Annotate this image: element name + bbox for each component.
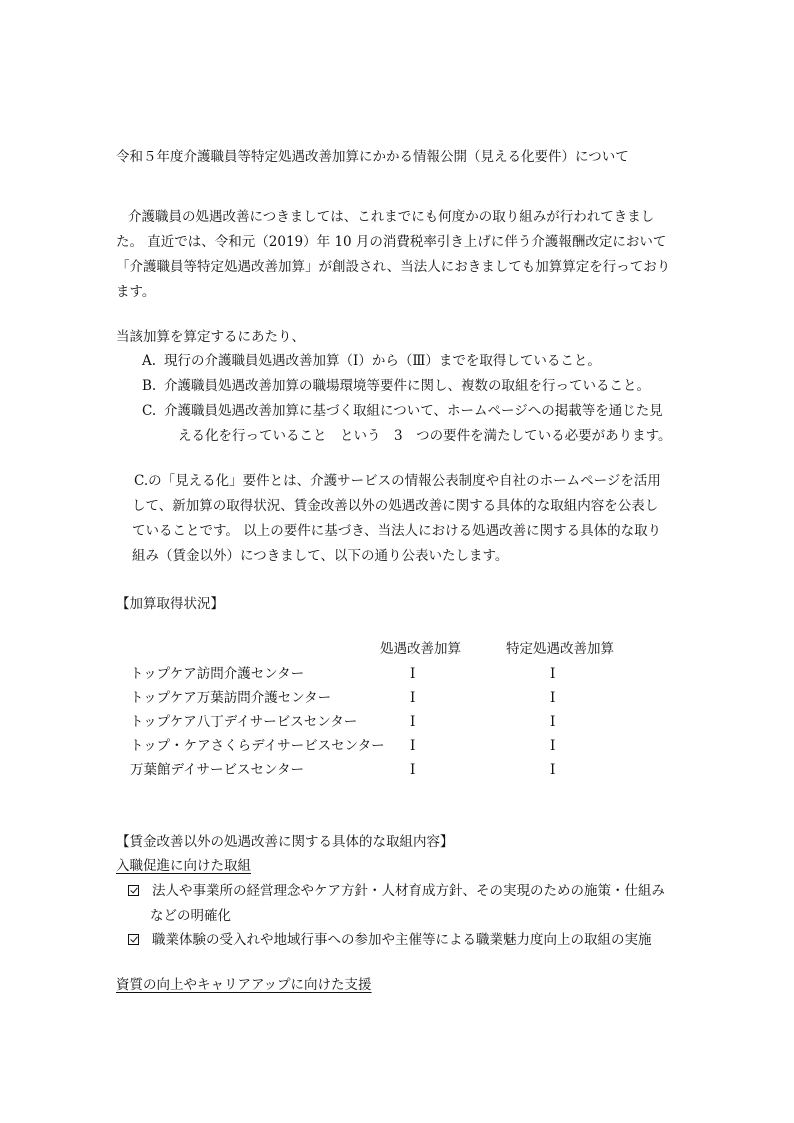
checkbox-checked-icon [128,885,139,896]
intro-line: 「介護職員等特定処遇改善加算」が創設され、当法人におきましても加算算定を行っており [116,259,671,275]
requirement-text: える化を行っていること という 3 つの要件を満たしている必要があります。 [178,428,672,444]
visibility-line: して、新加算の取得状況、賃金改善以外の処遇改善に関する具体的な取組内容を公表し [132,498,659,514]
table-cell: Ⅰ [550,690,556,706]
initiatives-heading: 【賃金改善以外の処遇改善に関する具体的な取組内容】 [116,834,454,850]
requirement-text: 現行の介護職員処遇改善加算（Ⅰ）から（Ⅲ）までを取得していること。 [164,353,601,369]
table-cell: Ⅰ [410,714,416,730]
visibility-line: C.の「見える化」要件とは、介護サービスの情報公表制度や自社のホームページを活用 [134,473,661,489]
requirements-lead: 当該加算を算定するにあたり、 [116,329,305,345]
visibility-line: ていることです。 以上の要件に基づき、当法人における処遇改善に関する具体的な取り [132,523,662,539]
checklist-text: 職業体験の受入れや地域行事への参加や主催等による職業魅力度向上の取組の実施 [152,932,652,948]
table-cell: Ⅰ [410,738,416,754]
table-cell: Ⅰ [550,714,556,730]
section-title: 資質の向上やキャリアアップに向けた支援 [116,977,372,993]
visibility-line: 組み（賃金以外）につきまして、以下の通り公表いたします。 [132,548,509,564]
requirement-label: A. [142,353,157,369]
requirement-text: 介護職員処遇改善加算の職場環境等要件に関し、複数の取組を行っていること。 [164,378,650,394]
table-row [130,737,650,757]
page-title: 令和５年度介護職員等特定処遇改善加算にかかる情報公開（見える化要件）について [116,149,629,165]
intro-line: 介護職員の処遇改善につきましては、これまでにも何度かの取り組みが行われてきまし [128,209,655,225]
facility-name: 万葉館デイサービスセンター [130,762,305,778]
checklist-text: などの明確化 [150,908,231,924]
checklist-text: 法人や事業所の経営理念やケア方針・人材育成方針、その実現のための施策・仕組み [152,883,665,899]
table-cell: Ⅰ [410,762,416,778]
intro-line: ます。 [116,284,156,300]
table-row [130,689,650,709]
column-header: 処遇改善加算 [380,641,461,657]
facility-name: トップ・ケアさくらデイサービスセンター [130,738,385,754]
requirement-label: C. [142,403,157,419]
facility-name: トップケア訪問介護センター [130,666,305,682]
status-heading: 【加算取得状況】 [116,596,224,612]
table-row [130,665,650,685]
table-cell: Ⅰ [550,762,556,778]
table-row [130,713,650,733]
table-cell: Ⅰ [410,690,416,706]
requirement-text: 介護職員処遇改善加算に基づく取組について、ホームページへの掲載等を通じた見 [164,403,663,419]
intro-line: た。 直近では、令和元（2019）年 10 月の消費税率引き上げに伴う介護報酬改定において [116,234,667,250]
table-header-row [130,640,650,660]
section-title: 入職促進に向けた取組 [116,858,251,874]
table-cell: Ⅰ [550,738,556,754]
column-header: 特定処遇改善加算 [506,641,614,657]
facility-name: トップケア万葉訪問介護センター [130,690,332,706]
table-cell: Ⅰ [550,666,556,682]
table-cell: Ⅰ [410,666,416,682]
checkbox-checked-icon [128,934,139,945]
table-row [130,761,650,781]
facility-name: トップケア八丁デイサービスセンター [130,714,358,730]
requirement-label: B. [142,378,157,394]
